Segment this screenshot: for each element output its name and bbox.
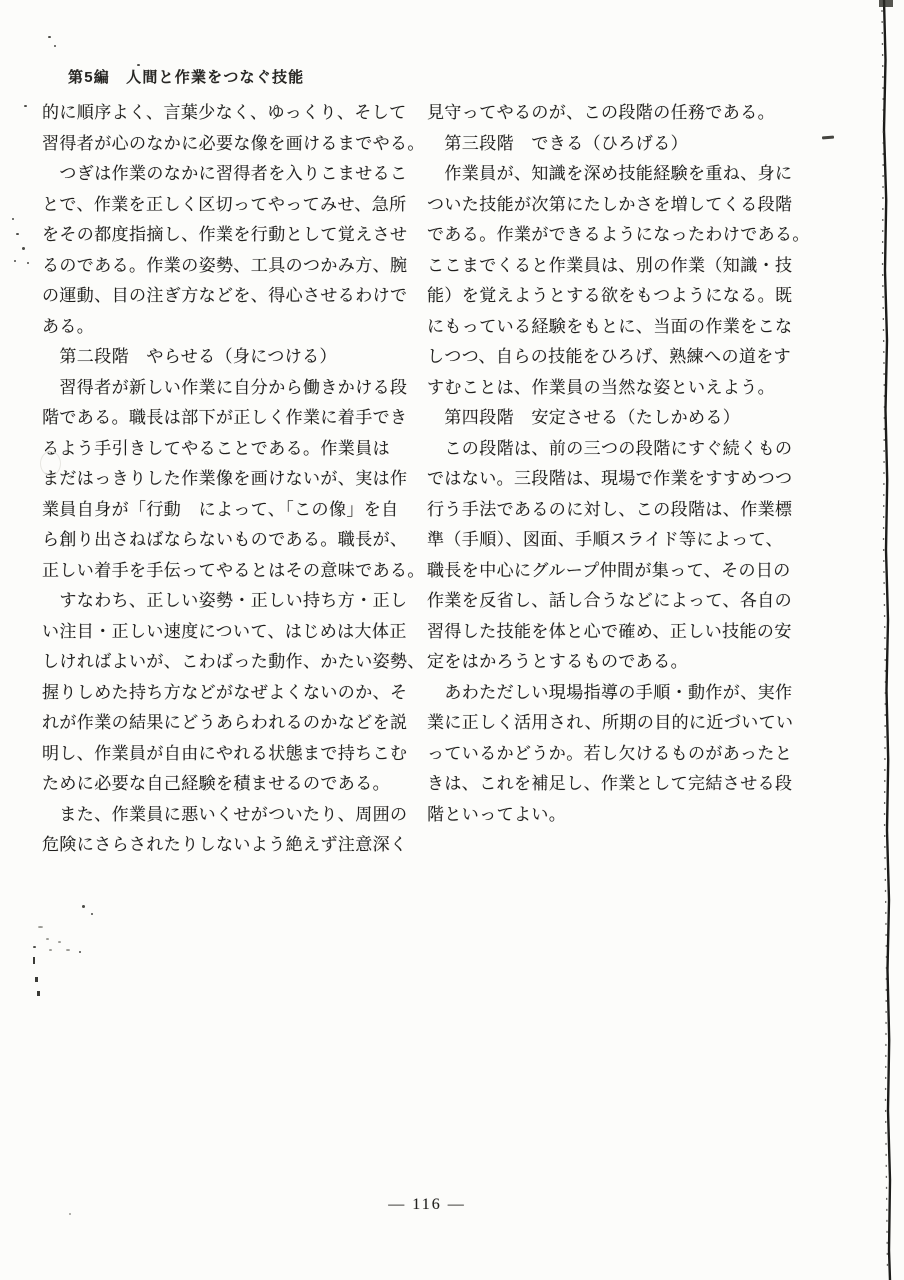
- text-line: とで、作業を正しく区切ってやってみせ、急所: [42, 194, 407, 214]
- text-line: 階といってよい。: [427, 804, 567, 824]
- text-line: しつつ、自らの技能をひろげ、熟練への道をす: [427, 347, 792, 366]
- scan-speck: [24, 105, 27, 107]
- text-line: 危険にさらされたりしないよう絶えず注意深く: [42, 835, 408, 854]
- text-line: 的に順序よく、言葉少なく、ゆっくり、そして: [42, 103, 407, 122]
- text-line: にもっている経験をもとに、当面の作業をこな: [427, 316, 793, 336]
- scan-speck: [79, 951, 81, 953]
- text-line: の運動、目の注ぎ方などを、得心させるわけで: [42, 286, 408, 305]
- page-number: — 116 —: [388, 1196, 466, 1213]
- scan-speck: [16, 233, 19, 235]
- text-line: きは、これを補足し、作業として完結させる段: [427, 774, 793, 793]
- scan-speck: [91, 913, 93, 915]
- scan-speck: [33, 957, 35, 964]
- text-line: 明し、作業員が自由にやれる状態まで持ちこむ: [42, 743, 408, 763]
- text-line: しければよいが、こわばった動作、かたい姿勢、: [42, 652, 425, 671]
- scan-speck: [54, 45, 56, 47]
- scan-speck: [35, 977, 38, 982]
- text-line: この段階は、前の三つの段階にすぐ続くもの: [427, 438, 793, 458]
- text-line: るよう手引きしてやることである。作業員は: [42, 438, 390, 458]
- text-line: れが作業の結果にどうあらわれるのかなどを説: [42, 713, 408, 732]
- text-line: 作業を反省し、話し合うなどによって、各自の: [427, 591, 793, 610]
- text-line: ついた技能が次第にたしかさを増してくる段階: [427, 194, 793, 214]
- text-line: 見守ってやるのが、この段階の任務である。: [427, 103, 775, 122]
- scan-speck: [33, 946, 36, 948]
- text-line: 習得者が心のなかに必要な像を画けるまでやる。: [42, 133, 425, 153]
- scan-speck: [49, 949, 52, 951]
- text-line: すなわち、正しい姿勢・正しい持ち方・正し: [42, 591, 408, 610]
- scan-speck: [12, 218, 14, 220]
- scan-speck: [37, 991, 40, 996]
- scan-speck: [22, 247, 25, 250]
- scan-ghost-ring: [40, 451, 61, 476]
- text-line: 第四段階 安定させる（たしかめる）: [427, 408, 741, 427]
- text-line: 業に正しく活用され、所期の目的に近づいてい: [427, 713, 794, 732]
- text-line: まだはっきりした作業像を画けないが、実は作: [42, 469, 408, 488]
- scan-speck: [38, 926, 43, 928]
- left-text-column: [42, 98, 425, 861]
- text-line: あわただしい現場指導の手順・動作が、実作: [427, 682, 793, 702]
- text-line: い注目・正しい速度について、はじめは大体正: [42, 621, 407, 641]
- text-line: ここまでくると作業員は、別の作業（知識・技: [427, 255, 793, 275]
- scan-speck: [14, 260, 16, 262]
- scan-speck: [69, 1213, 71, 1215]
- scan-speck: [137, 64, 140, 66]
- text-line: 習得者が新しい作業に自分から働きかける段: [42, 377, 408, 397]
- text-line: 握りしめた持ち方などがなぜよくないのか、そ: [42, 682, 408, 702]
- text-line: ために必要な自己経験を積ませるのである。: [42, 774, 390, 793]
- text-line: 第三段階 できる（ひろげる）: [427, 133, 688, 153]
- running-header: 第5編 人間と作業をつなぐ技能: [68, 69, 305, 86]
- text-line: 階である。職長は部下が正しく作業に着手でき: [42, 408, 408, 427]
- text-line: をその都度指摘し、作業を行動として覚えさせ: [42, 225, 408, 244]
- text-line: 準（手順）、図面、手順スライド等によって、: [427, 530, 784, 549]
- text-line: 作業員が、知識を深め技能経験を重ね、身に: [427, 164, 793, 183]
- text-line: るのである。作業の姿勢、工具のつかみ方、腕: [42, 255, 408, 275]
- text-line: ではない。三段階は、現場で作業をすすめつつ: [427, 469, 793, 488]
- text-line: また、作業員に悪いくせがついたり、周囲の: [42, 804, 408, 824]
- text-line: っているかどうか。若し欠けるものがあったと: [427, 743, 793, 763]
- text-line: すむことは、作業員の当然な姿といえよう。: [427, 377, 775, 397]
- text-line: 正しい着手を手伝ってやるとはその意味である。: [42, 560, 425, 580]
- text-line: ら創り出さねばならないものである。職長が、: [42, 530, 408, 549]
- scan-speck: [48, 36, 51, 38]
- text-line: 業員自身が「行動 によって、「この像」を自: [42, 499, 399, 519]
- text-line: である。作業ができるようになったわけである。: [427, 225, 810, 244]
- scan-speck: [58, 941, 61, 943]
- text-line: ある。: [42, 316, 95, 336]
- right-text-column: [427, 98, 810, 830]
- scan-speck: [82, 905, 85, 908]
- text-line: 第二段階 やらせる（身につける）: [42, 347, 337, 366]
- text-line: 行う手法であるのに対し、この段階は、作業標: [427, 499, 793, 519]
- text-line: 職長を中心にグループ仲間が集って、その日の: [427, 560, 791, 580]
- scan-dash-mark: [822, 136, 834, 139]
- text-line: 定をはかろうとするものである。: [427, 652, 688, 671]
- text-line: 能）を覚えようとする欲をもつようになる。既: [427, 286, 793, 305]
- scan-speck: [46, 938, 49, 940]
- scan-speck: [27, 262, 29, 264]
- text-line: 習得した技能を体と心で確め、正しい技能の安: [427, 621, 792, 641]
- text-line: つぎは作業のなかに習得者を入りこませるこ: [42, 164, 408, 183]
- scan-speck: [66, 949, 70, 951]
